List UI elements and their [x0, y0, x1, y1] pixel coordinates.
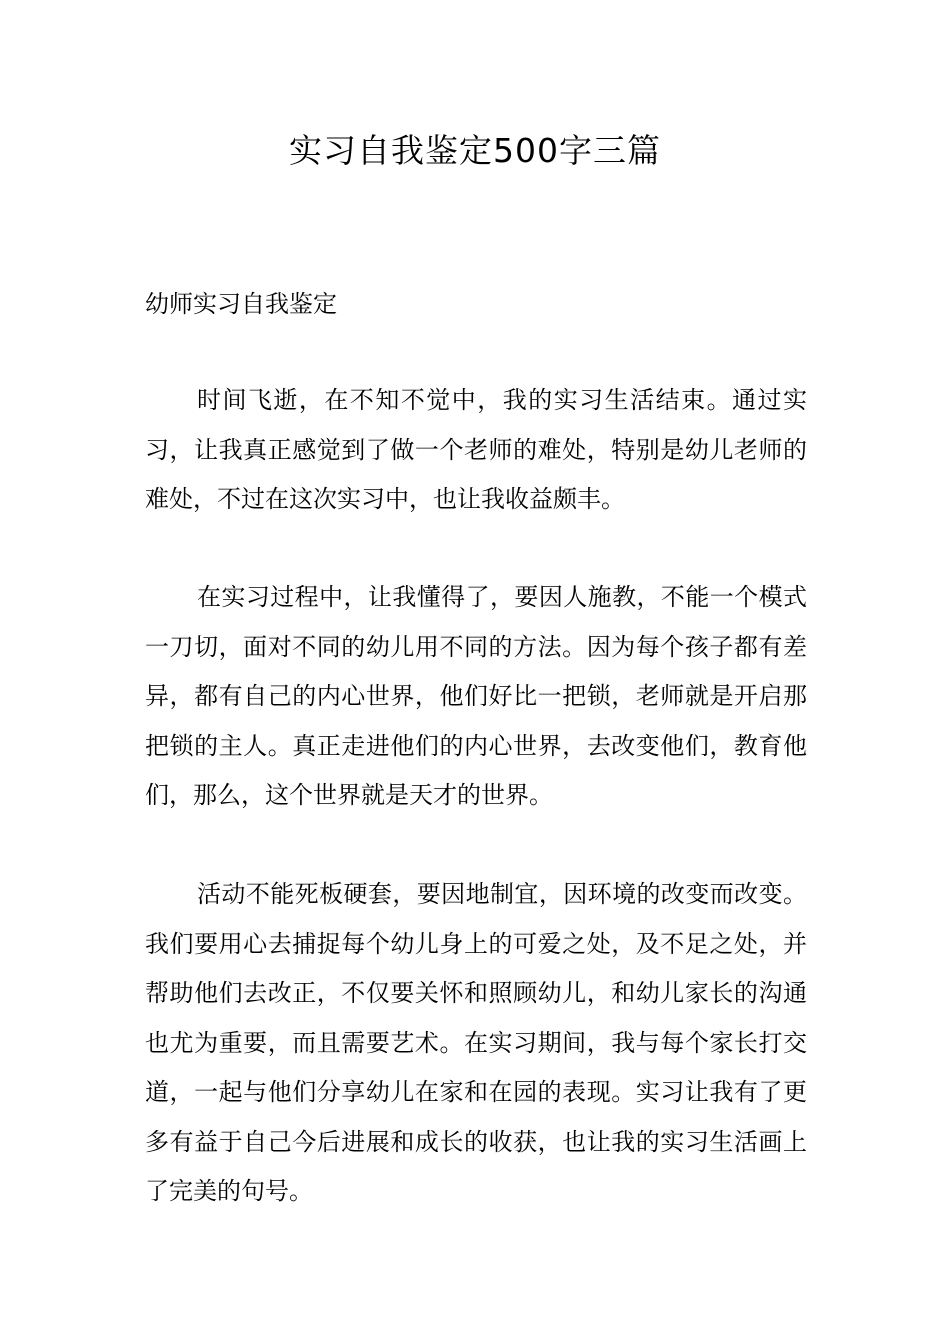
paragraph-2: 在实习过程中，让我懂得了，要因人施教，不能一个模式一刀切，面对不同的幼儿用不同的方法。因为每个孩子都有差异，都有自己的内心世界，他们好比一把锁，老师就是开启那把锁的主人。真正走进他们的内心世界，去改变他们，教育他们，那么，这个世界就是天才的世界。 [145, 583, 807, 809]
paragraph-1: 时间飞逝，在不知不觉中，我的实习生活结束。通过实习，让我真正感觉到了做一个老师的难处，特别是幼儿老师的难处，不过在这次实习中，也让我收益颇丰。 [145, 386, 807, 513]
paragraph-3: 活动不能死板硬套，要因地制宜，因环境的改变而改变。我们要用心去捕捉每个幼儿身上的可爱之处，及不足之处，并帮助他们去改正，不仅要关怀和照顾幼儿，和幼儿家长的沟通也尤为重要，而且需要艺术。在实习期间，我与每个家长打交道，一起与他们分享幼儿在家和在园的表现。实习让我有了更多有益于自己今后进展和成长的收获，也让我的实习生活画上了完美的句号。 [145, 880, 807, 1205]
section-heading: 幼师实习自我鉴定 [145, 290, 337, 318]
document-title: 实习自我鉴定500字三篇 [289, 131, 661, 170]
